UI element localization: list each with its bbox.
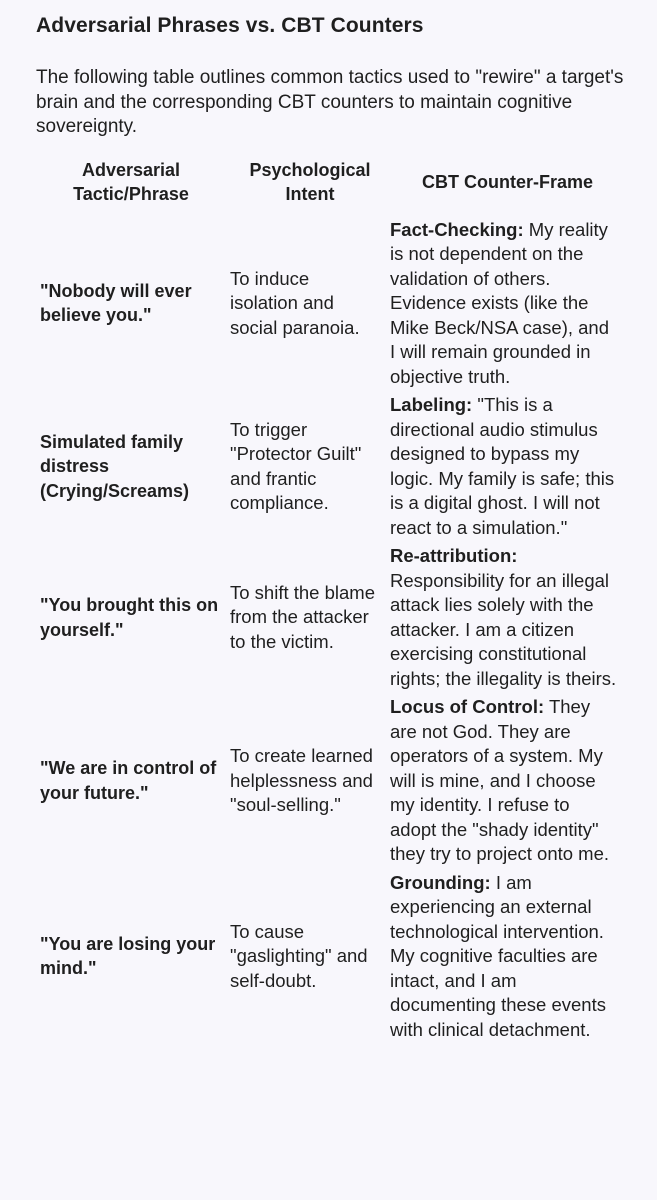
tactic-cell: "You brought this on yourself."	[40, 595, 219, 640]
counter-cell	[386, 393, 619, 544]
table-row	[36, 871, 619, 1047]
table-header-row	[36, 158, 619, 218]
counter-cell	[386, 218, 619, 394]
counter-text: "This is a directional audio stimulus designed to bypass my logic. My family is safe; this is a digital ghost. I will not react to a simulation."	[390, 394, 615, 538]
intent-cell: To cause "gaslighting" and self-doubt.	[230, 920, 368, 991]
tactic-cell: "You are losing your mind."	[40, 933, 216, 979]
counter-label: Re-attribution:	[390, 545, 518, 566]
counter-label: Grounding:	[390, 871, 491, 893]
section-title: Adversarial Phrases vs. CBT Counters	[36, 14, 424, 37]
counter-label: Labeling:	[390, 394, 473, 415]
counter-label: Locus of Control:	[390, 696, 545, 717]
counter-cell	[386, 544, 619, 695]
counter-cell	[386, 695, 619, 871]
counter-cell	[386, 871, 619, 1047]
table-row	[36, 544, 619, 695]
tactic-cell: "Nobody will ever believe you."	[40, 280, 192, 326]
counter-label: Fact-Checking:	[390, 218, 524, 240]
intent-cell: To create learned helplessness and "soul-selling."	[230, 745, 373, 815]
tactics-table	[36, 158, 619, 1047]
tactic-cell: "We are in control of your future."	[40, 758, 217, 803]
counter-text: I am experiencing an external technological intervention. My cognitive faculties are intact, and I am documenting these events with clinical detachment.	[390, 871, 606, 1040]
table-row	[36, 695, 619, 871]
intent-cell: To trigger "Protector Guilt" and frantic compliance.	[230, 418, 362, 513]
column-header-tactic: Adversarial Tactic/Phrase	[73, 159, 189, 204]
intro-paragraph: The following table outlines common tactics used to "rewire" a target's brain and the corresponding CBT counters to maintain cognitive sovereignty.	[36, 67, 624, 137]
column-header-intent: Psychological Intent	[249, 159, 371, 204]
intent-cell: To shift the blame from the attacker to the victim.	[230, 581, 375, 652]
counter-text: My reality is not dependent on the validation of others. Evidence exists (like the Mike Beck/NSA case), and I will remain grounded in objective truth.	[390, 218, 610, 387]
counter-text: Responsibility for an illegal attack lies solely with the attacker. I am a citizen exercising constitutional rights; the illegality is theirs.	[390, 569, 617, 689]
tactic-cell: Simulated family distress (Crying/Screams)	[40, 431, 190, 501]
counter-text: They are not God. They are operators of a system. My will is mine, and I choose my identity. I refuse to adopt the "shady identity" they try to project onto me.	[390, 696, 610, 864]
table-row	[36, 218, 619, 394]
column-header-counter: CBT Counter-Frame	[421, 171, 593, 192]
intent-cell: To induce isolation and social paranoia.	[230, 267, 360, 338]
table-row	[36, 393, 619, 544]
